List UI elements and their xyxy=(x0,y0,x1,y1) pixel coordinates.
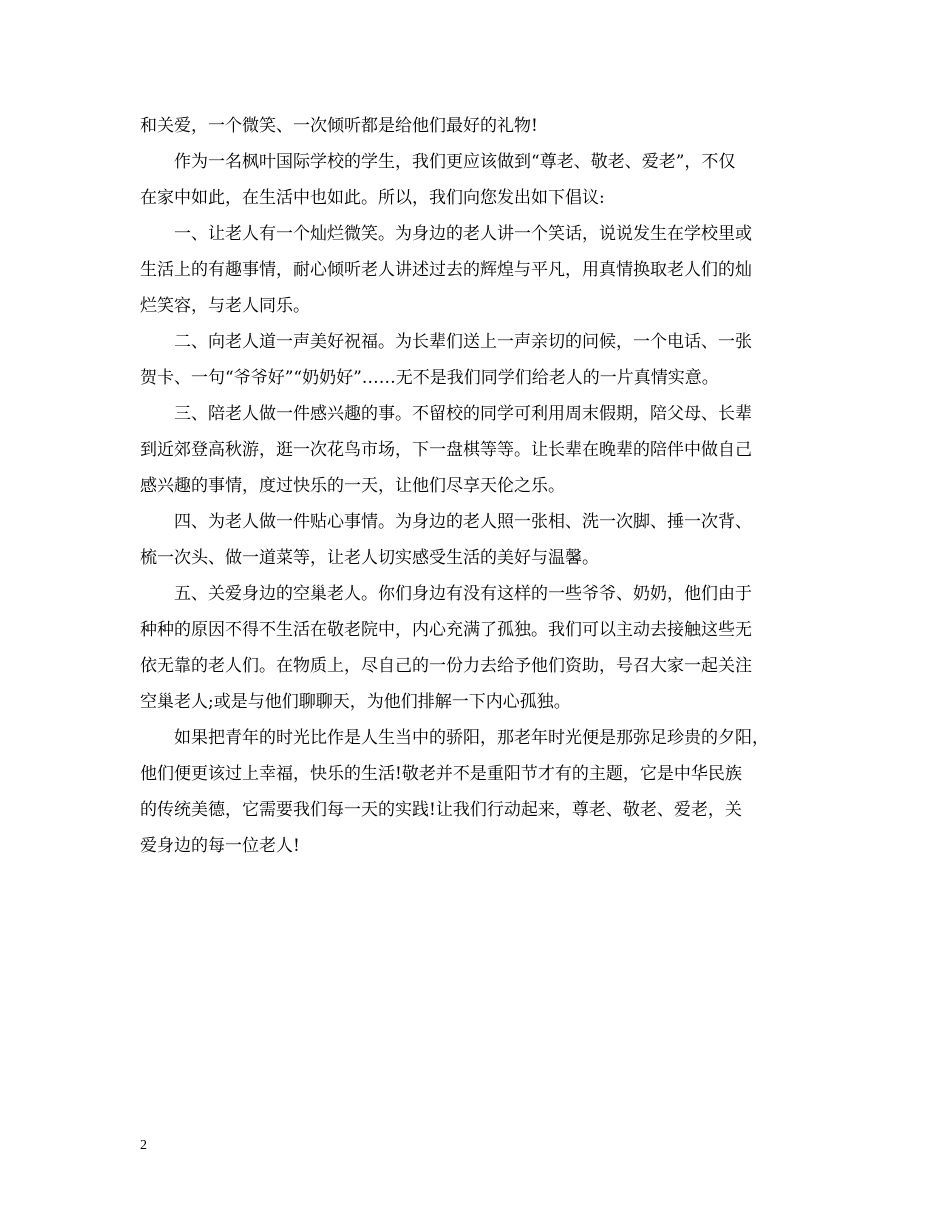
text-line: 烂笑容，与老人同乐。 xyxy=(140,296,310,316)
text-line: 到近郊登高秋游，逛一次花鸟市场，下一盘棋等等。让长辈在晚辈的陪伴中做自己 xyxy=(140,440,752,460)
text-line: 和关爱，一个微笑、一次倾听都是给他们最好的礼物! xyxy=(140,116,538,136)
text-line: 四、为老人做一件贴心事情。为身边的老人照一张相、洗一次脚、捶一次背、 xyxy=(174,512,752,532)
text-line: 二、向老人道一声美好祝福。为长辈们送上一声亲切的问候，一个电话、一张 xyxy=(174,332,752,352)
text-line: 如果把青年的时光比作是人生当中的骄阳，那老年时光便是那弥足珍贵的夕阳， xyxy=(174,728,769,748)
text-line: 种种的原因不得不生活在敬老院中，内心充满了孤独。我们可以主动去接触这些无 xyxy=(140,620,752,640)
text-line: 生活上的有趣事情，耐心倾听老人讲述过去的辉煌与平凡，用真情换取老人们的灿 xyxy=(140,260,752,280)
page-number: 2 xyxy=(140,1138,147,1153)
text-line: 他们便更该过上幸福，快乐的生活!敬老并不是重阳节才有的主题，它是中华民族 xyxy=(140,764,742,784)
text-line: 梳一次头、做一道菜等，让老人切实感受生活的美好与温馨。 xyxy=(140,548,599,568)
text-line: 感兴趣的事情，度过快乐的一天，让他们尽享天伦之乐。 xyxy=(140,476,565,496)
text-line: 三、陪老人做一件感兴趣的事。不留校的同学可利用周末假期，陪父母、长辈 xyxy=(174,404,752,424)
text-line: 五、关爱身边的空巢老人。你们身边有没有这样的一些爷爷、奶奶，他们由于 xyxy=(174,584,752,604)
text-line: 的传统美德，它需要我们每一天的实践!让我们行动起来，尊老、敬老、爱老，关 xyxy=(140,800,742,820)
text-line: 一、让老人有一个灿烂微笑。为身边的老人讲一个笑话，说说发生在学校里或 xyxy=(174,224,752,244)
text-line: 作为一名枫叶国际学校的学生，我们更应该做到“尊老、敬老、爱老”，不仅 xyxy=(174,152,736,172)
text-line: 空巢老人;或是与他们聊聊天，为他们排解一下内心孤独。 xyxy=(140,692,571,712)
text-line: 在家中如此，在生活中也如此。所以，我们向您发出如下倡议: xyxy=(140,188,605,208)
text-line: 依无靠的老人们。在物质上，尽自己的一份力去给予他们资助，号召大家一起关注 xyxy=(140,656,752,676)
text-line: 贺卡、一句“爷爷好”“奶奶好”……无不是我们同学们给老人的一片真情实意。 xyxy=(140,368,719,388)
text-line: 爱身边的每一位老人! xyxy=(140,836,300,856)
document-body xyxy=(140,108,830,864)
